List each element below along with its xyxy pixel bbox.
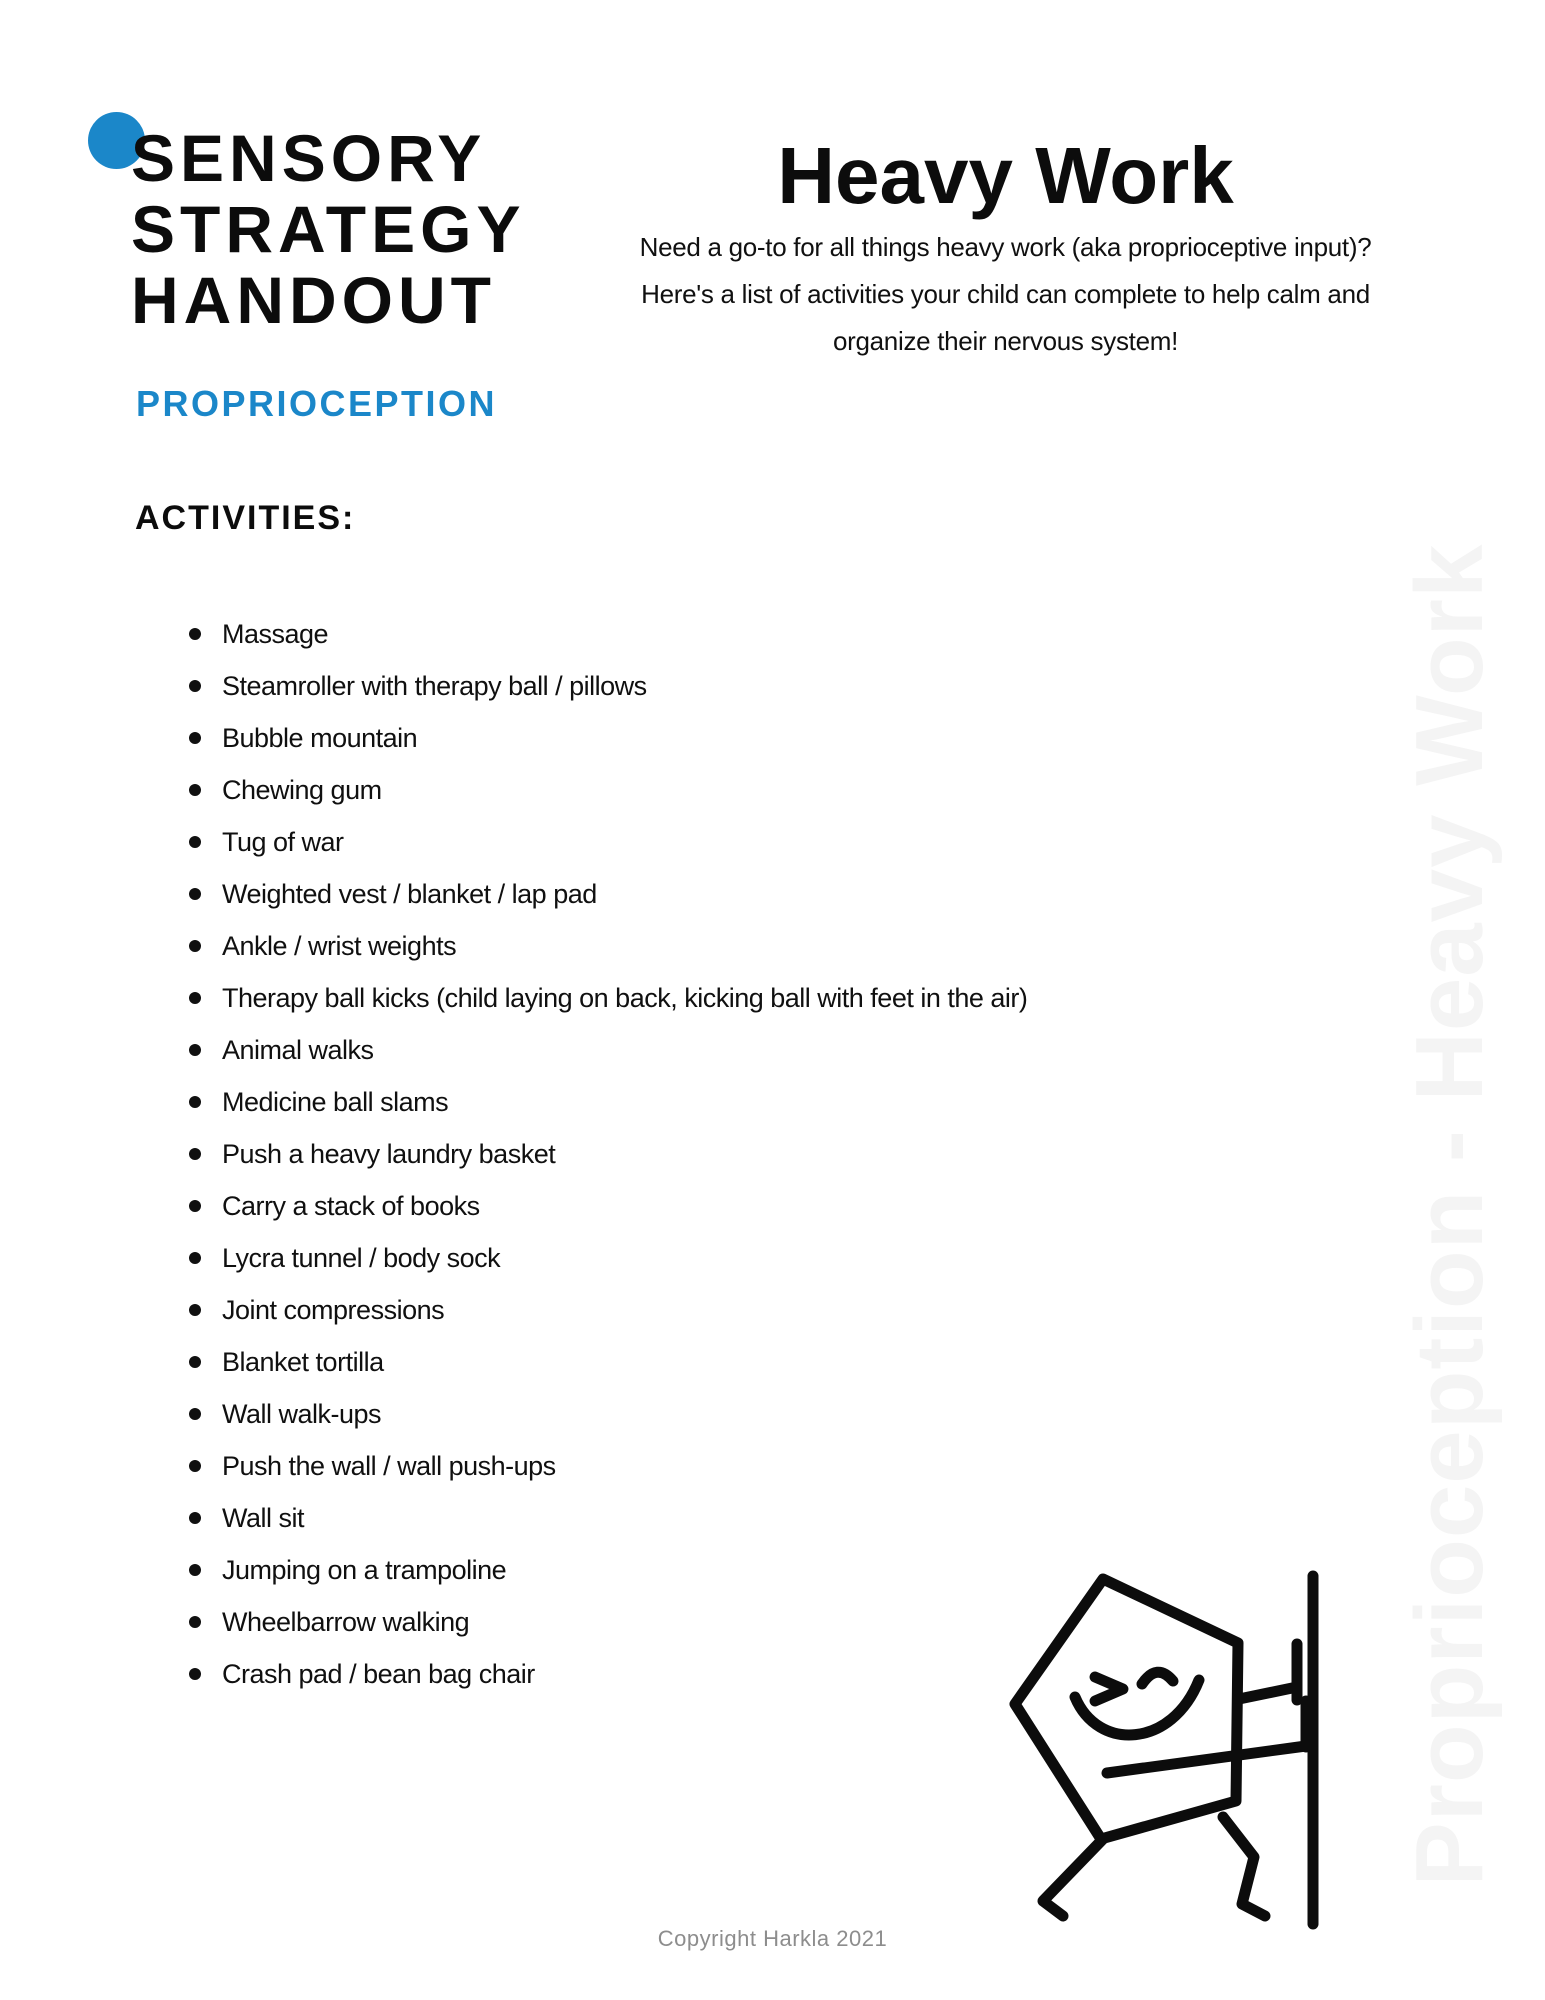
bullet-icon <box>189 1304 201 1316</box>
copyright-text: Copyright Harkla 2021 <box>657 1926 888 1951</box>
subtitle-line-3: organize their nervous system! <box>832 326 1179 356</box>
bullet-icon <box>189 1148 201 1160</box>
list-item <box>189 1128 1027 1180</box>
bullet-icon <box>189 1616 201 1628</box>
list-item <box>189 1596 1027 1648</box>
list-item-label: Animal walks <box>222 1034 374 1065</box>
list-item <box>189 920 1027 972</box>
bullet-icon <box>189 1512 201 1524</box>
bullet-icon <box>189 1356 201 1368</box>
category-label: PROPRIOCEPTION <box>136 383 498 424</box>
list-item <box>189 1388 1027 1440</box>
list-item-label: Bubble mountain <box>222 722 418 753</box>
logo-line-2: STRATEGY <box>131 192 526 266</box>
bullet-icon <box>189 732 201 744</box>
list-item <box>189 868 1027 920</box>
list-item-label: Medicine ball slams <box>222 1086 449 1117</box>
list-item-label: Push a heavy laundry basket <box>222 1138 556 1169</box>
list-item-label: Therapy ball kicks (child laying on back, kicking ball with feet in the air) <box>222 982 1028 1013</box>
list-item-label: Weighted vest / blanket / lap pad <box>222 878 597 909</box>
bullet-icon <box>189 1460 201 1472</box>
bullet-icon <box>189 992 201 1004</box>
list-item-label: Tug of war <box>222 826 344 857</box>
character-pushing-wall-illustration <box>960 1480 1380 1930</box>
list-item <box>189 764 1027 816</box>
page-title: Heavy Work <box>777 131 1234 220</box>
activities-list <box>189 608 1027 1700</box>
list-item <box>189 1492 1027 1544</box>
left-leg <box>1043 1839 1103 1916</box>
list-item-label: Wall walk-ups <box>222 1398 382 1429</box>
bullet-icon <box>189 836 201 848</box>
bullet-icon <box>189 1044 201 1056</box>
list-item-label: Blanket tortilla <box>222 1346 384 1377</box>
list-item-label: Wall sit <box>222 1502 304 1533</box>
list-item <box>189 1284 1027 1336</box>
list-item-label: Jumping on a trampoline <box>222 1554 507 1585</box>
list-item <box>189 1232 1027 1284</box>
bullet-icon <box>189 1200 201 1212</box>
vertical-watermark: Proprioception - Heavy Work <box>1396 543 1503 1887</box>
list-item-label: Push the wall / wall push-ups <box>222 1450 556 1481</box>
list-item-label: Crash pad / bean bag chair <box>222 1658 535 1689</box>
list-item <box>189 1024 1027 1076</box>
bullet-icon <box>189 1096 201 1108</box>
pentagon-body <box>1015 1579 1238 1839</box>
header-block <box>583 131 1428 365</box>
subtitle <box>583 224 1428 365</box>
list-item <box>189 1648 1027 1700</box>
list-item-label: Steamroller with therapy ball / pillows <box>222 670 647 701</box>
bullet-icon <box>189 1252 201 1264</box>
list-item <box>189 1076 1027 1128</box>
list-item <box>189 660 1027 712</box>
list-item-label: Wheelbarrow walking <box>222 1606 470 1637</box>
logo-line-3: HANDOUT <box>131 263 496 337</box>
list-item-label: Joint compressions <box>222 1294 445 1325</box>
bullet-icon <box>189 1408 201 1420</box>
list-item <box>189 1336 1027 1388</box>
list-item-label: Lycra tunnel / body sock <box>222 1242 501 1273</box>
list-item-label: Ankle / wrist weights <box>222 930 457 961</box>
list-item <box>189 1180 1027 1232</box>
subtitle-line-1: Need a go-to for all things heavy work (aka proprioceptive input)? <box>639 232 1372 262</box>
list-item-label: Chewing gum <box>222 774 382 805</box>
list-item <box>189 1440 1027 1492</box>
bullet-icon <box>189 1564 201 1576</box>
list-item-label: Carry a stack of books <box>222 1190 480 1221</box>
bullet-icon <box>189 680 201 692</box>
bullet-icon <box>189 940 201 952</box>
bullet-icon <box>189 1668 201 1680</box>
list-item <box>189 1544 1027 1596</box>
subtitle-line-2: Here's a list of activities your child can complete to help calm and <box>641 279 1370 309</box>
list-item <box>189 712 1027 764</box>
upper-arm <box>1239 1687 1297 1699</box>
right-leg <box>1223 1817 1265 1916</box>
activities-heading: ACTIVITIES: <box>135 499 356 537</box>
bullet-icon <box>189 628 201 640</box>
list-item <box>189 608 1027 660</box>
bullet-icon <box>189 784 201 796</box>
list-item-label: Massage <box>222 618 329 649</box>
logo <box>131 123 525 336</box>
list-item <box>189 972 1027 1024</box>
list-item <box>189 816 1027 868</box>
logo-line-1: SENSORY <box>131 121 487 195</box>
bullet-icon <box>189 888 201 900</box>
